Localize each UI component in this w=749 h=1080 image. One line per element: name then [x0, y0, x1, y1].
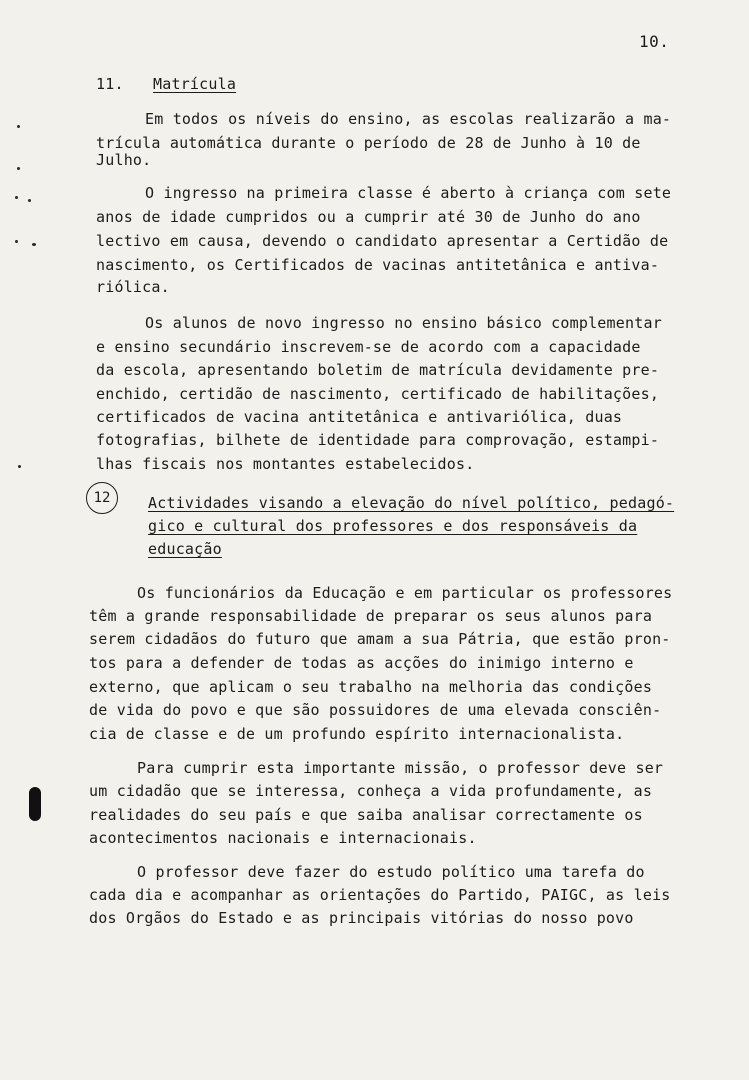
text-line: e ensino secundário inscrevem-se de acordo com a capacidade	[96, 338, 641, 356]
section-number-circled: 12	[86, 482, 118, 514]
text-line: Julho.	[96, 151, 152, 169]
margin-mark	[28, 199, 31, 202]
text-line: dos Orgãos do Estado e as principais vitórias do nosso povo	[89, 909, 634, 927]
margin-mark	[17, 167, 20, 170]
text-line: enchido, certidão de nascimento, certificado de habilitações,	[96, 385, 660, 403]
text-line: certificados de vacina antitetânica e antivariólica, duas	[96, 408, 623, 426]
section-title-line: educação	[148, 540, 222, 558]
text-line: cia de classe e de um profundo espírito internacionalista.	[89, 725, 625, 743]
text-line: O ingresso na primeira classe é aberto à criança com sete	[145, 184, 672, 202]
text-line: cada dia e acompanhar as orientações do Partido, PAIGC, as leis	[89, 886, 671, 904]
text-line: fotografias, bilhete de identidade para comprovação, estampi-	[96, 431, 660, 449]
text-line: da escola, apresentando boletim de matrícula devidamente pre-	[96, 361, 660, 379]
text-line: O professor deve fazer do estudo político uma tarefa do	[137, 863, 645, 881]
section-title-line: Actividades visando a elevação do nível político, pedagó-	[148, 494, 675, 512]
text-line: lectivo em causa, devendo o candidato apresentar a Certidão de	[96, 232, 669, 250]
text-line: riólica.	[96, 278, 170, 296]
margin-mark	[15, 240, 18, 243]
text-line: anos de idade cumpridos ou a cumprir até 30 de Junho do ano	[96, 208, 641, 226]
margin-mark	[15, 196, 18, 199]
text-line: realidades do seu país e que saiba analisar correctamente os	[89, 806, 643, 824]
text-line: têm a grande responsabilidade de preparar os seus alunos para	[89, 607, 653, 625]
text-line: lhas fiscais nos montantes estabelecidos.	[96, 455, 475, 473]
text-line: trícula automática durante o período de 28 de Junho à 10 de	[96, 134, 641, 152]
margin-mark	[17, 125, 20, 128]
hole-punch-mark	[29, 787, 41, 821]
margin-mark	[18, 465, 21, 468]
text-line: acontecimentos nacionais e internacionais.	[89, 829, 477, 847]
section-title-line: gico e cultural dos professores e dos responsáveis da	[148, 517, 638, 535]
page-number: 10.	[639, 32, 670, 51]
text-line: um cidadão que se interessa, conheça a vida profundamente, as	[89, 782, 653, 800]
section-number: 11.	[96, 75, 124, 93]
text-line: Em todos os níveis do ensino, as escolas realizarão a ma-	[145, 110, 672, 128]
text-line: Os funcionários da Educação e em particular os professores	[137, 584, 673, 602]
text-line: serem cidadãos do futuro que amam a sua Pátria, que estão pron-	[89, 630, 671, 648]
text-line: Para cumprir esta importante missão, o professor deve ser	[137, 759, 664, 777]
text-line: nascimento, os Certificados de vacinas antitetânica e antiva-	[96, 256, 660, 274]
text-line: Os alunos de novo ingresso no ensino básico complementar	[145, 314, 662, 332]
section-title: Matrícula	[153, 75, 237, 93]
text-line: de vida do povo e que são possuidores de uma elevada consciên-	[89, 701, 662, 719]
margin-mark	[32, 243, 36, 246]
text-line: tos para a defender de todas as acções do inimigo interno e	[89, 654, 634, 672]
text-line: externo, que aplicam o seu trabalho na melhoria das condições	[89, 678, 653, 696]
